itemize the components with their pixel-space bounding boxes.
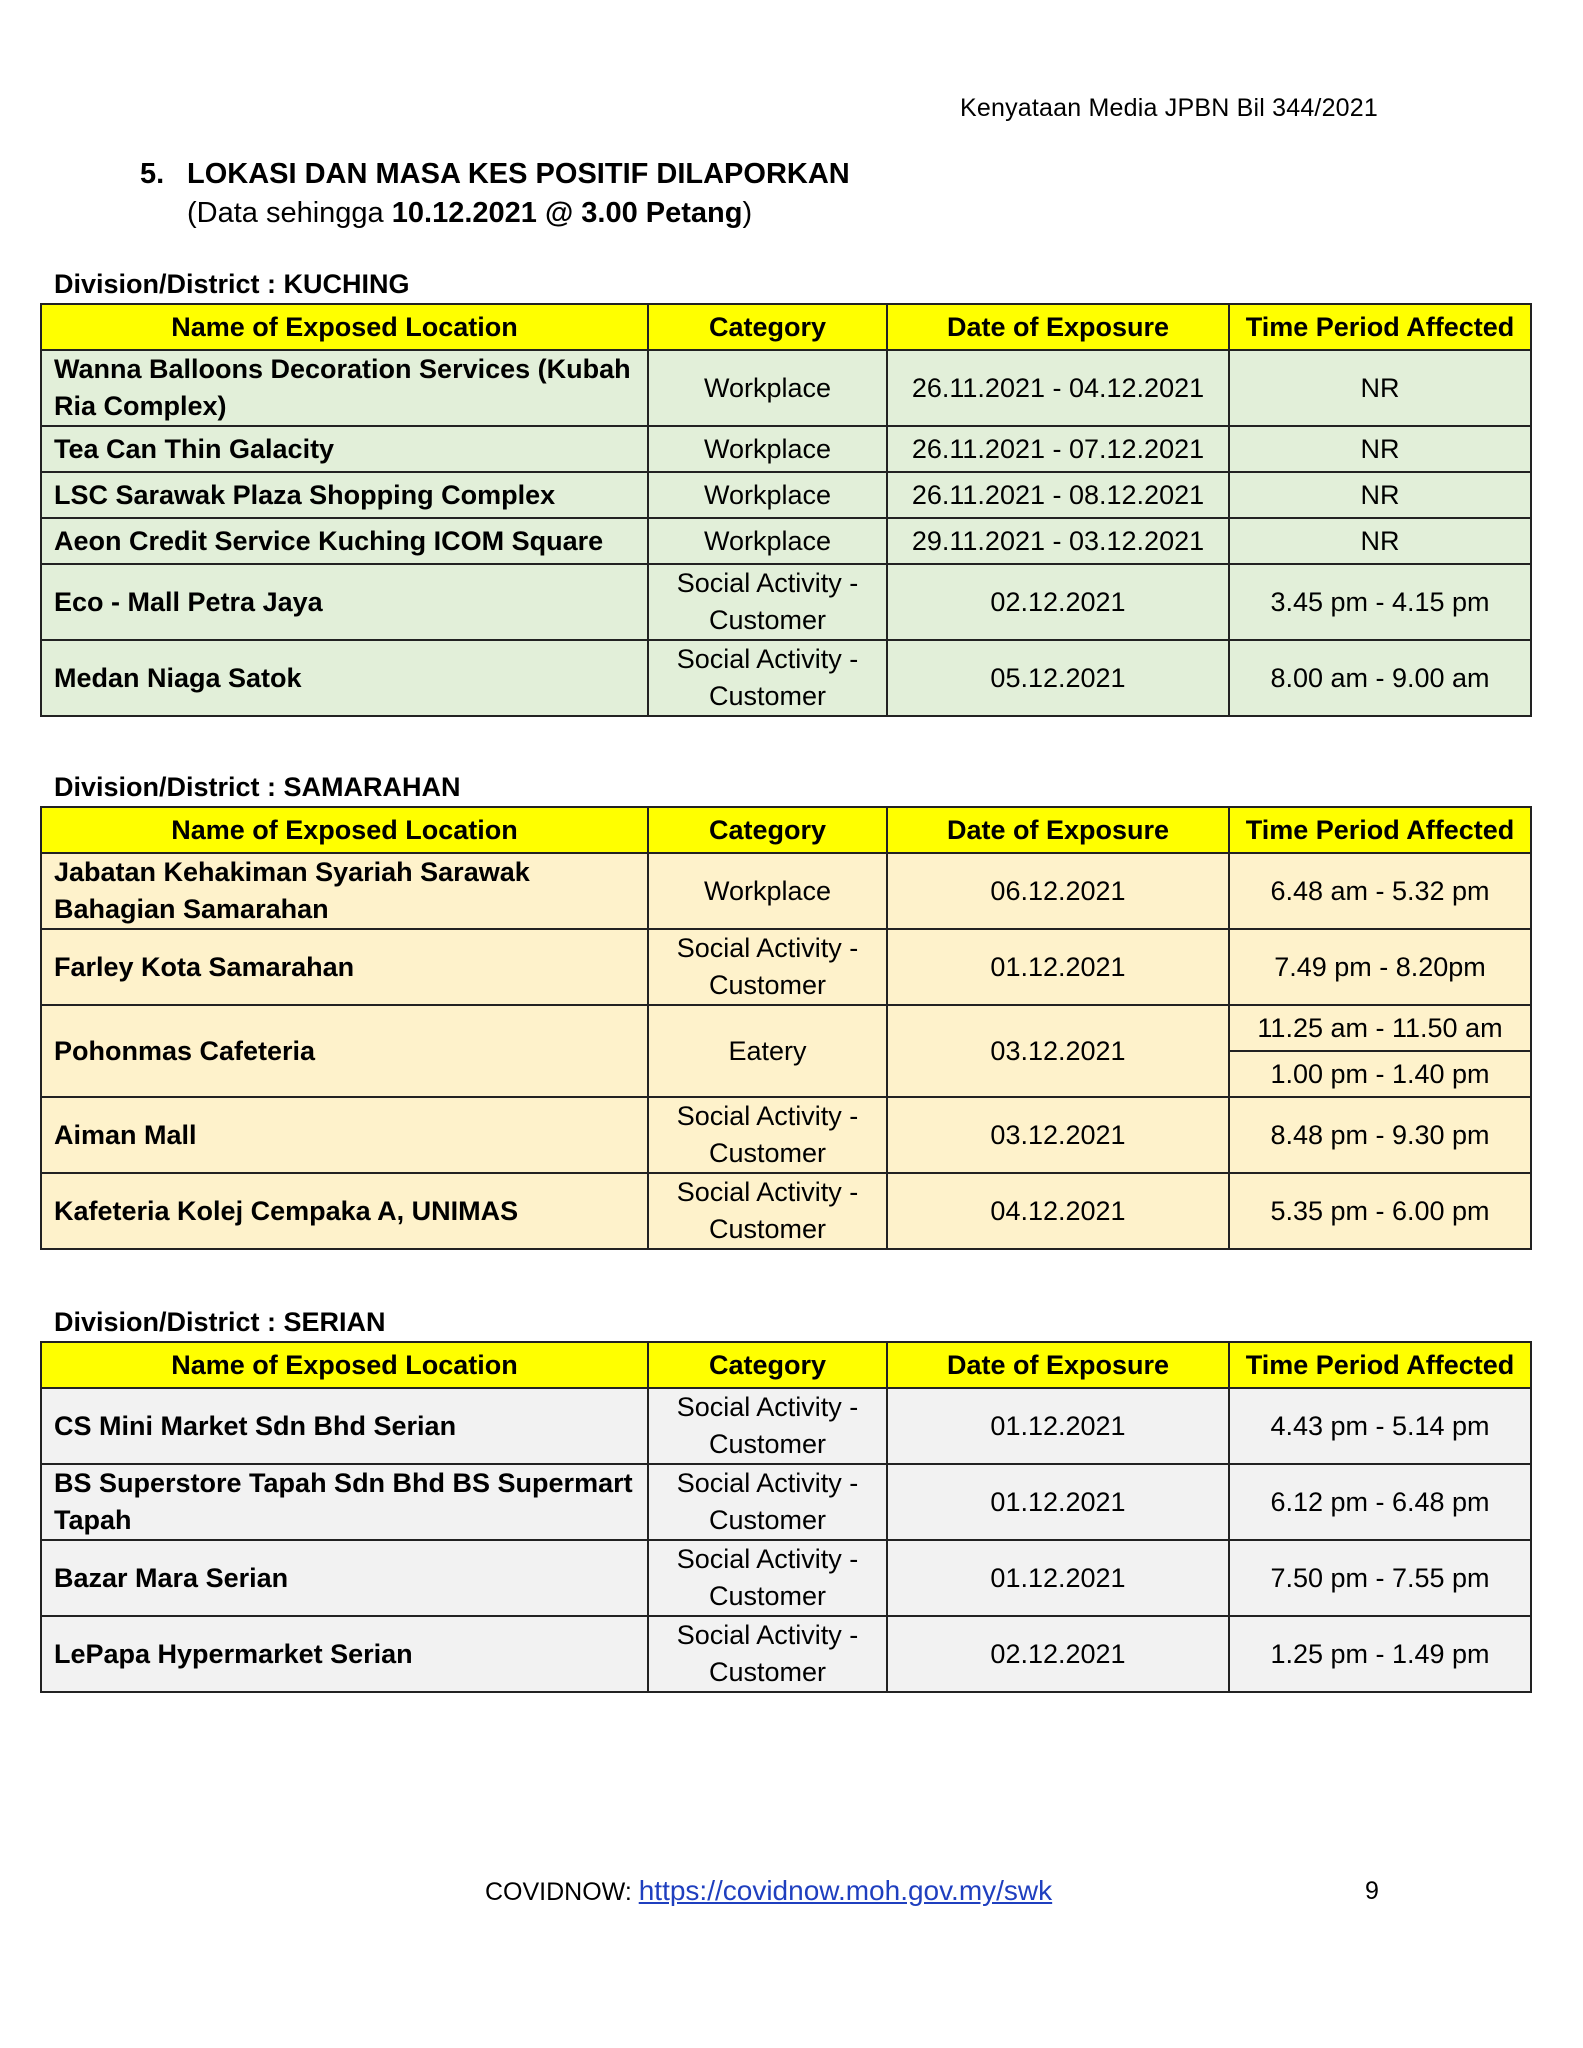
exposure-date: 26.11.2021 - 07.12.2021 xyxy=(887,426,1229,472)
exposure-date: 02.12.2021 xyxy=(887,1616,1229,1692)
table-header-row xyxy=(41,304,1531,350)
footer-prefix: COVIDNOW: xyxy=(485,1878,639,1906)
col-header-category: Category xyxy=(648,1342,887,1388)
time-period: 8.48 pm - 9.30 pm xyxy=(1229,1097,1531,1173)
col-header-date: Date of Exposure xyxy=(887,1342,1229,1388)
exposure-date: 06.12.2021 xyxy=(887,853,1229,929)
district-kuching xyxy=(40,265,1530,717)
time-period: NR xyxy=(1229,350,1531,426)
time-period: 4.43 pm - 5.14 pm xyxy=(1229,1388,1531,1464)
col-header-time: Time Period Affected xyxy=(1229,1342,1531,1388)
table-header-row xyxy=(41,1342,1531,1388)
table-header-row xyxy=(41,807,1531,853)
exposure-date: 02.12.2021 xyxy=(887,564,1229,640)
table-row xyxy=(41,1173,1531,1249)
category: Workplace xyxy=(648,518,887,564)
location-name: LePapa Hypermarket Serian xyxy=(41,1616,648,1692)
table-row xyxy=(41,1005,1531,1051)
category: Social Activity - Customer xyxy=(648,640,887,716)
location-name: Eco - Mall Petra Jaya xyxy=(41,564,648,640)
col-header-date: Date of Exposure xyxy=(887,807,1229,853)
col-header-time: Time Period Affected xyxy=(1229,304,1531,350)
location-name: Tea Can Thin Galacity xyxy=(41,426,648,472)
table-row xyxy=(41,1464,1531,1540)
section-title-text: LOKASI DAN MASA KES POSITIF DILAPORKAN xyxy=(187,158,850,190)
district-label: Division/District : KUCHING xyxy=(54,269,410,299)
table-row xyxy=(41,1616,1531,1692)
time-period-second: 1.00 pm - 1.40 pm xyxy=(1229,1051,1531,1097)
exposure-table xyxy=(40,1341,1532,1693)
col-header-name: Name of Exposed Location xyxy=(41,1342,648,1388)
category: Workplace xyxy=(648,426,887,472)
category: Eatery xyxy=(648,1005,887,1097)
time-period: 5.35 pm - 6.00 pm xyxy=(1229,1173,1531,1249)
location-name: CS Mini Market Sdn Bhd Serian xyxy=(41,1388,648,1464)
time-period: 1.25 pm - 1.49 pm xyxy=(1229,1616,1531,1692)
time-period: 6.12 pm - 6.48 pm xyxy=(1229,1464,1531,1540)
time-period: NR xyxy=(1229,472,1531,518)
time-period: NR xyxy=(1229,426,1531,472)
location-name: Aiman Mall xyxy=(41,1097,648,1173)
table-row xyxy=(41,518,1531,564)
page-footer xyxy=(485,1875,1052,1907)
district-serian xyxy=(40,1303,1530,1693)
covidnow-link[interactable]: https://covidnow.moh.gov.my/swk xyxy=(638,1875,1053,1906)
section-title xyxy=(140,158,850,191)
table-row xyxy=(41,426,1531,472)
exposure-date: 01.12.2021 xyxy=(887,1540,1229,1616)
category: Social Activity - Customer xyxy=(648,1540,887,1616)
category: Social Activity - Customer xyxy=(648,929,887,1005)
table-row xyxy=(41,1540,1531,1616)
exposure-date: 01.12.2021 xyxy=(887,929,1229,1005)
location-name: Farley Kota Samarahan xyxy=(41,929,648,1005)
page-header-ref: Kenyataan Media JPBN Bil 344/2021 xyxy=(960,94,1378,122)
col-header-category: Category xyxy=(648,304,887,350)
exposure-date: 26.11.2021 - 04.12.2021 xyxy=(887,350,1229,426)
exposure-date: 26.11.2021 - 08.12.2021 xyxy=(887,472,1229,518)
table-row xyxy=(41,1097,1531,1173)
category: Workplace xyxy=(648,350,887,426)
col-header-name: Name of Exposed Location xyxy=(41,304,648,350)
time-period: 11.25 am - 11.50 am xyxy=(1229,1005,1531,1051)
col-header-time: Time Period Affected xyxy=(1229,807,1531,853)
time-period: 3.45 pm - 4.15 pm xyxy=(1229,564,1531,640)
location-name: Wanna Balloons Decoration Services (Kubah Ria Complex) xyxy=(41,350,648,426)
table-row xyxy=(41,350,1531,426)
table-row xyxy=(41,472,1531,518)
exposure-table xyxy=(40,303,1532,717)
exposure-date: 03.12.2021 xyxy=(887,1005,1229,1097)
col-header-name: Name of Exposed Location xyxy=(41,807,648,853)
table-row xyxy=(41,564,1531,640)
category: Social Activity - Customer xyxy=(648,1464,887,1540)
category: Workplace xyxy=(648,472,887,518)
category: Social Activity - Customer xyxy=(648,1097,887,1173)
exposure-date: 05.12.2021 xyxy=(887,640,1229,716)
location-name: Aeon Credit Service Kuching ICOM Square xyxy=(41,518,648,564)
time-period: 7.50 pm - 7.55 pm xyxy=(1229,1540,1531,1616)
section-number: 5. xyxy=(140,158,165,190)
exposure-table xyxy=(40,806,1532,1250)
time-period: NR xyxy=(1229,518,1531,564)
category: Social Activity - Customer xyxy=(648,1616,887,1692)
exposure-date: 29.11.2021 - 03.12.2021 xyxy=(887,518,1229,564)
subtitle-date: 10.12.2021 @ 3.00 Petang xyxy=(391,197,743,229)
category: Social Activity - Customer xyxy=(648,1388,887,1464)
time-period: 8.00 am - 9.00 am xyxy=(1229,640,1531,716)
col-header-category: Category xyxy=(648,807,887,853)
district-label: Division/District : SAMARAHAN xyxy=(54,772,461,802)
page-number: 9 xyxy=(1365,1877,1379,1905)
exposure-date: 01.12.2021 xyxy=(887,1388,1229,1464)
location-name: Jabatan Kehakiman Syariah Sarawak Bahagian Samarahan xyxy=(41,853,648,929)
table-row xyxy=(41,640,1531,716)
section-subtitle xyxy=(187,197,752,230)
location-name: BS Superstore Tapah Sdn Bhd BS Supermart Tapah xyxy=(41,1464,648,1540)
time-period: 7.49 pm - 8.20pm xyxy=(1229,929,1531,1005)
col-header-date: Date of Exposure xyxy=(887,304,1229,350)
table-row xyxy=(41,1388,1531,1464)
exposure-date: 04.12.2021 xyxy=(887,1173,1229,1249)
location-name: Bazar Mara Serian xyxy=(41,1540,648,1616)
table-row xyxy=(41,853,1531,929)
location-name: LSC Sarawak Plaza Shopping Complex xyxy=(41,472,648,518)
location-name: Medan Niaga Satok xyxy=(41,640,648,716)
category: Social Activity - Customer xyxy=(648,564,887,640)
category: Social Activity - Customer xyxy=(648,1173,887,1249)
exposure-date: 03.12.2021 xyxy=(887,1097,1229,1173)
time-period: 6.48 am - 5.32 pm xyxy=(1229,853,1531,929)
subtitle-prefix: (Data sehingga xyxy=(187,197,392,229)
table-row xyxy=(41,929,1531,1005)
exposure-date: 01.12.2021 xyxy=(887,1464,1229,1540)
district-label: Division/District : SERIAN xyxy=(54,1307,386,1337)
subtitle-suffix: ) xyxy=(742,197,753,229)
location-name: Pohonmas Cafeteria xyxy=(41,1005,648,1097)
location-name: Kafeteria Kolej Cempaka A, UNIMAS xyxy=(41,1173,648,1249)
category: Workplace xyxy=(648,853,887,929)
district-samarahan xyxy=(40,768,1530,1250)
